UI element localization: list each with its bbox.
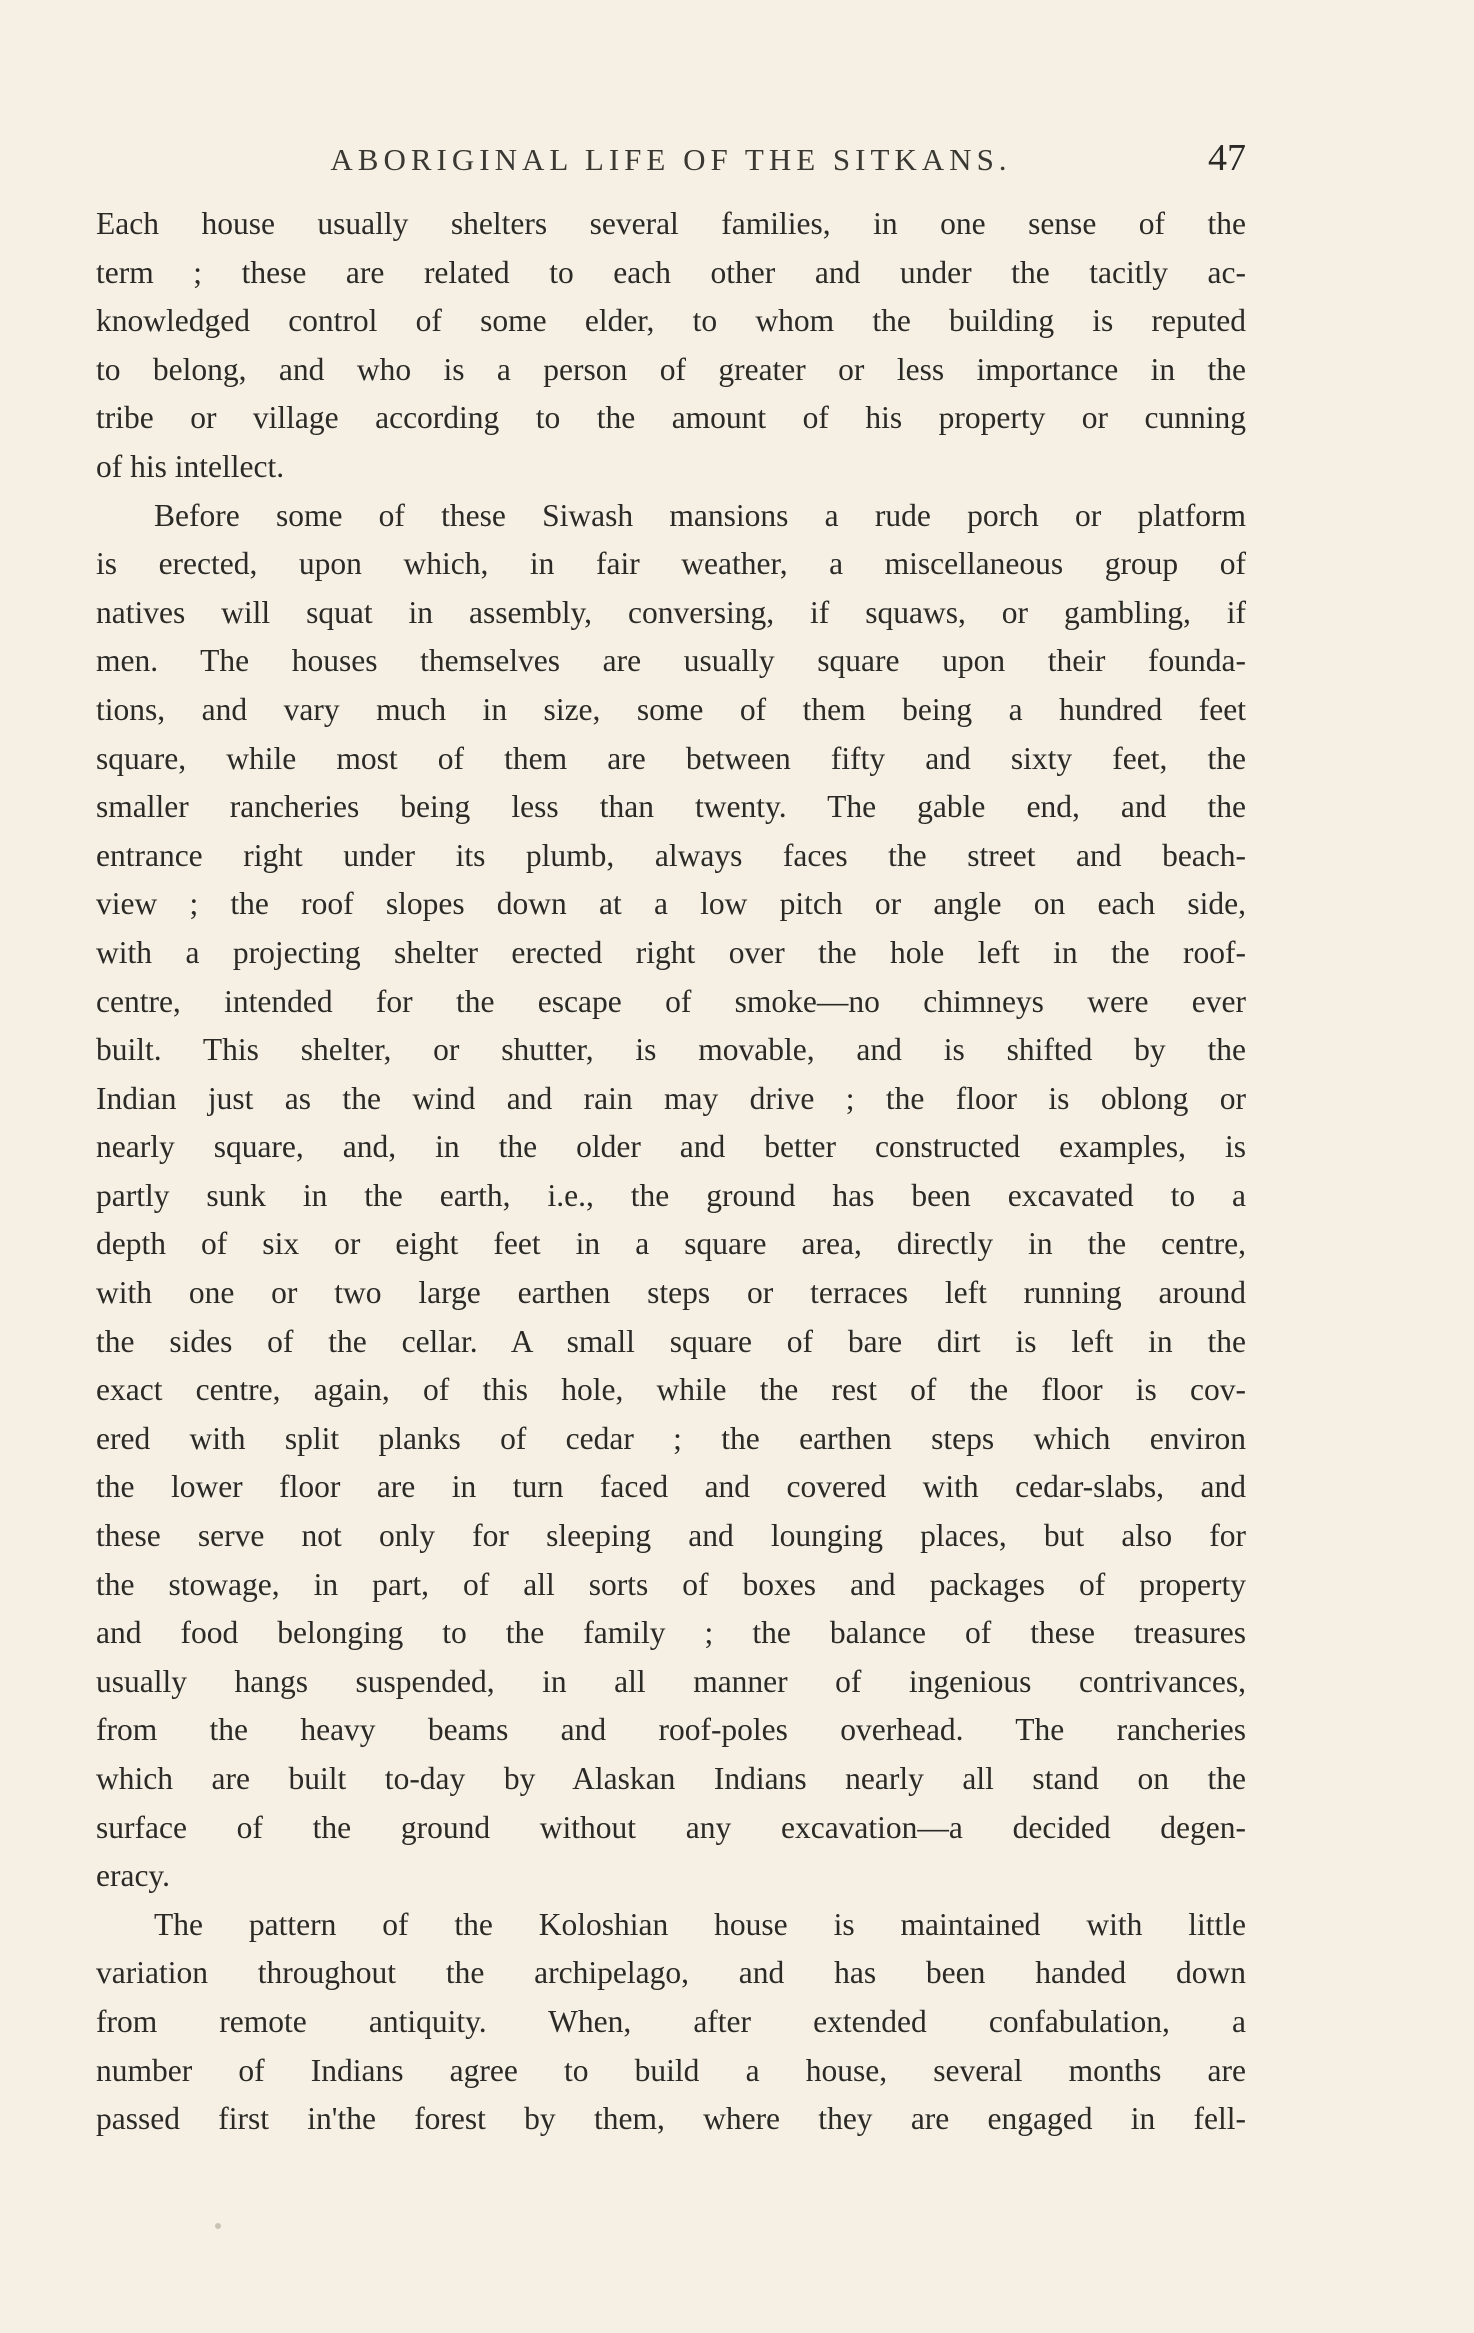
text-line: the lower floor are in turn faced and covered with cedar-slabs, and — [96, 1469, 1246, 1505]
page-header — [96, 136, 1246, 180]
text-line: centre, intended for the escape of smoke—no chimneys were ever — [96, 983, 1246, 1019]
text-line: depth of six or eight feet in a square area, directly in the centre, — [96, 1226, 1246, 1262]
text-line: tions, and vary much in size, some of them being a hundred feet — [96, 691, 1246, 727]
text-line: variation throughout the archipelago, and has been handed down — [96, 1955, 1246, 1991]
text-line: to belong, and who is a person of greater or less importance in the — [96, 351, 1246, 387]
text-line: is erected, upon which, in fair weather, a miscellaneous group of — [96, 546, 1246, 582]
text-line: with one or two large earthen steps or terraces left running around — [96, 1275, 1246, 1311]
text-line: from remote antiquity. When, after extended confabulation, a — [96, 2003, 1246, 2039]
text-line: term ; these are related to each other and under the tacitly ac- — [96, 254, 1246, 290]
running-title: ABORIGINAL LIFE OF THE SITKANS. — [330, 142, 1012, 177]
text-line: smaller rancheries being less than twenty. The gable end, and the — [96, 789, 1246, 825]
text-line: from the heavy beams and roof-poles overhead. The rancheries — [96, 1712, 1246, 1748]
text-line: surface of the ground without any excavation—a decided degen- — [96, 1809, 1246, 1845]
text-line: of his intellect. — [96, 448, 285, 484]
text-line: nearly square, and, in the older and better constructed examples, is — [96, 1129, 1246, 1165]
text-line: usually hangs suspended, in all manner of ingenious contrivances, — [96, 1663, 1246, 1699]
text-line: ered with split planks of cedar ; the earthen steps which environ — [96, 1420, 1246, 1456]
text-line: and food belonging to the family ; the balance of these treasures — [96, 1615, 1246, 1651]
text-line: the stowage, in part, of all sorts of boxes and packages of property — [96, 1566, 1246, 1602]
paper-speck — [215, 2223, 221, 2229]
text-line: passed first in'the forest by them, where they are engaged in fell- — [96, 2101, 1246, 2137]
text-line: Each house usually shelters several families, in one sense of the — [96, 206, 1246, 241]
text-line: number of Indians agree to build a house, several months are — [96, 2052, 1246, 2088]
text-line: knowledged control of some elder, to whom the building is reputed — [96, 303, 1246, 339]
text-line: exact centre, again, of this hole, while the rest of the floor is cov- — [96, 1372, 1246, 1408]
text-line: men. The houses themselves are usually square upon their founda- — [96, 643, 1246, 679]
text-line: view ; the roof slopes down at a low pitch or angle on each side, — [96, 886, 1246, 922]
text-line: built. This shelter, or shutter, is movable, and is shifted by the — [96, 1032, 1246, 1068]
text-line: Before some of these Siwash mansions a rude porch or platform — [154, 497, 1246, 533]
text-line: Indian just as the wind and rain may drive ; the floor is oblong or — [96, 1080, 1246, 1116]
text-line: natives will squat in assembly, conversing, if squaws, or gambling, if — [96, 594, 1246, 630]
body-text — [96, 200, 1246, 2144]
text-line: the sides of the cellar. A small square of bare dirt is left in the — [96, 1323, 1246, 1359]
text-line: tribe or village according to the amount of his property or cunning — [96, 400, 1246, 436]
text-line: The pattern of the Koloshian house is maintained with little — [154, 1906, 1246, 1942]
text-line: which are built to-day by Alaskan Indians nearly all stand on the — [96, 1761, 1246, 1796]
page-number: 47 — [1208, 137, 1246, 179]
text-line: eracy. — [96, 1858, 171, 1894]
text-line: these serve not only for sleeping and lounging places, but also for — [96, 1518, 1246, 1554]
text-line: entrance right under its plumb, always faces the street and beach- — [96, 837, 1246, 873]
text-line: with a projecting shelter erected right over the hole left in the roof- — [96, 934, 1246, 970]
text-line: square, while most of them are between fifty and sixty feet, the — [96, 740, 1246, 776]
text-line: partly sunk in the earth, i.e., the ground has been excavated to a — [96, 1177, 1246, 1213]
